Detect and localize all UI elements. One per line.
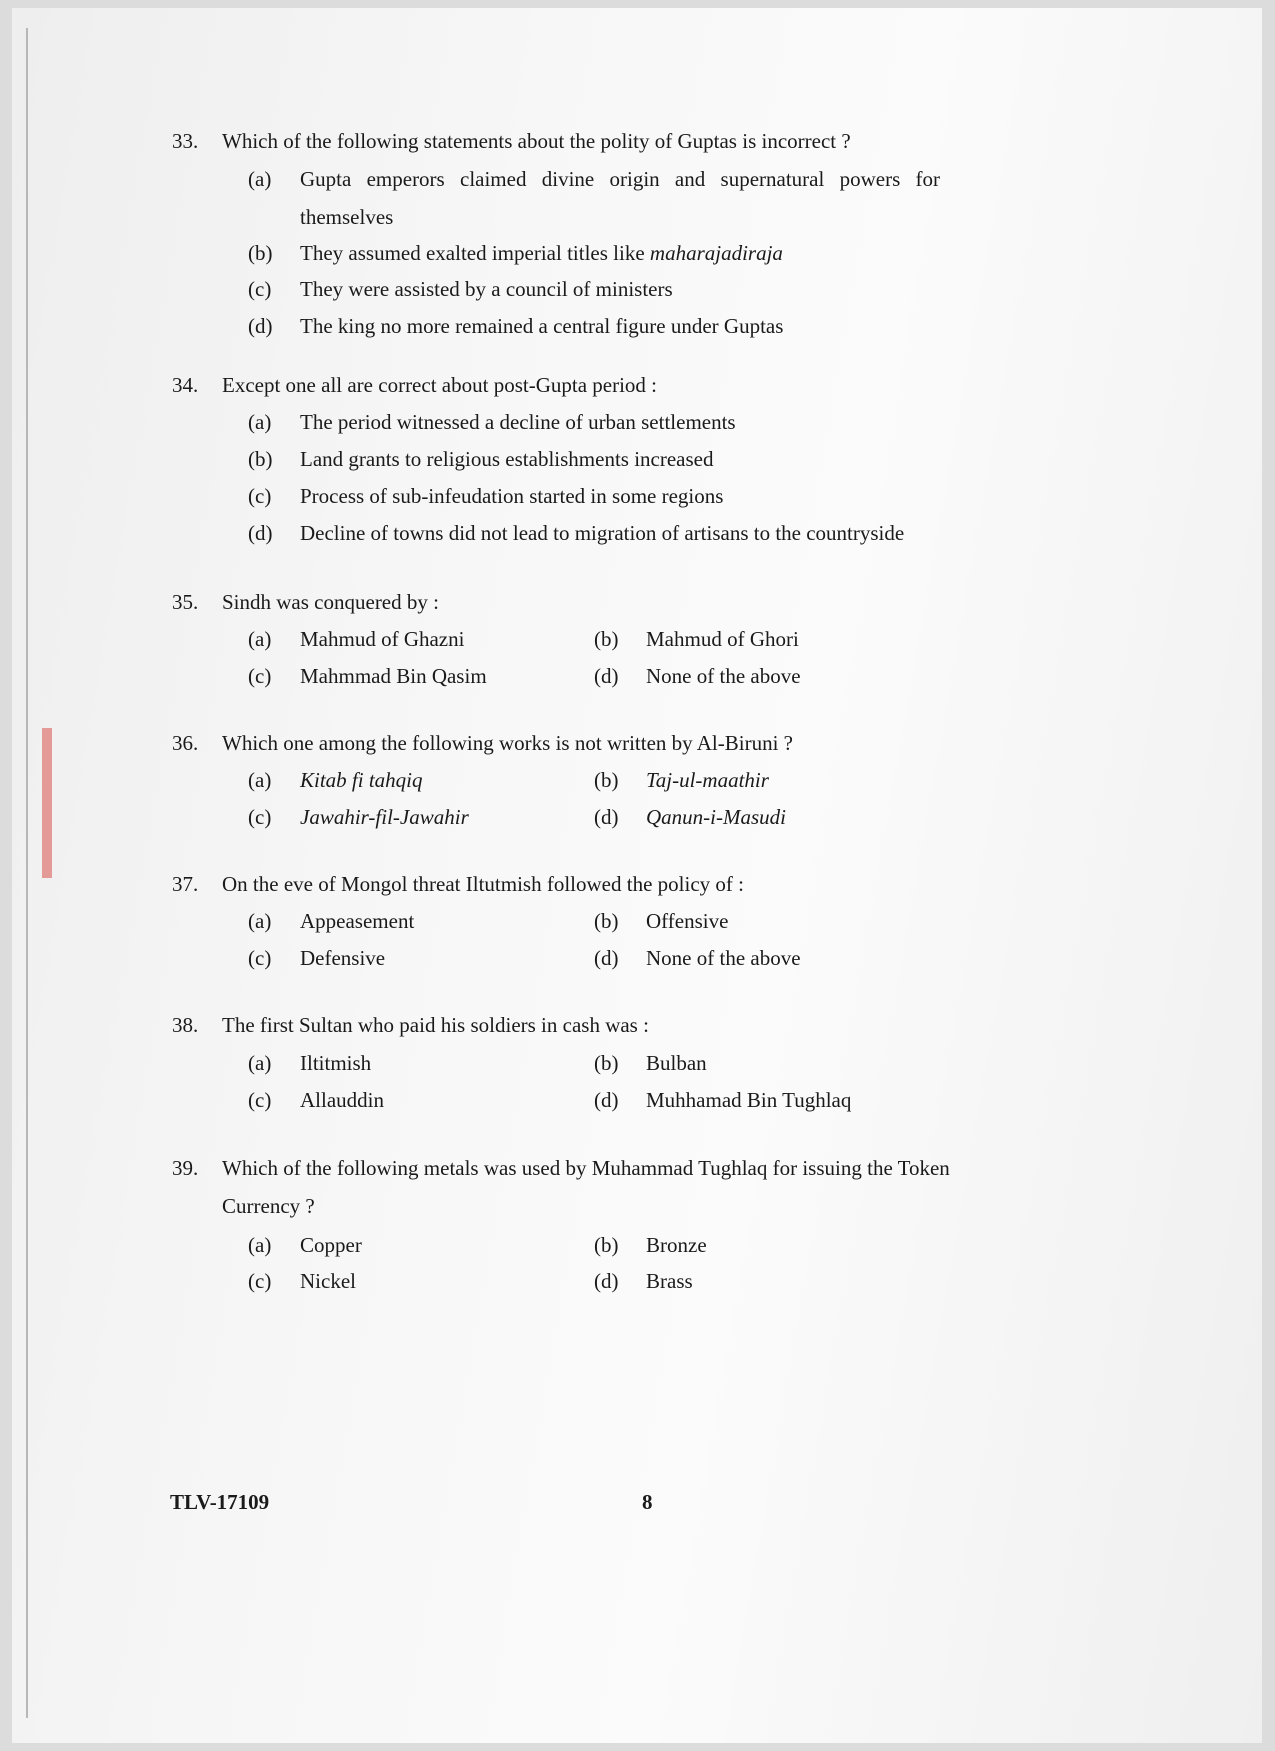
option-text: Mahmud of Ghori xyxy=(646,627,799,651)
option-text: Kitab fi tahqiq xyxy=(300,768,423,792)
option-label: (d) xyxy=(248,314,273,338)
option-text: Decline of towns did not lead to migration of artisans to the countryside xyxy=(300,521,905,545)
question-text: Sindh was conquered by : xyxy=(222,590,439,614)
option-label: (b) xyxy=(248,447,273,471)
option-label: (d) xyxy=(594,805,619,829)
option-text: The king no more remained a central figure under Guptas xyxy=(300,314,784,338)
option-label: (d) xyxy=(594,946,619,970)
option-text: None of the above xyxy=(646,664,801,688)
question-number: 39. xyxy=(172,1156,199,1180)
option-label: (a) xyxy=(248,1051,272,1075)
option-text-italic: maharajadiraja xyxy=(649,241,783,265)
question-number: 34. xyxy=(172,373,199,397)
option-text: Gupta emperors claimed divine origin and supernatural powers for themselves xyxy=(300,167,940,229)
option-label: (c) xyxy=(248,946,272,970)
option-label: (a) xyxy=(248,909,272,933)
option-text: Defensive xyxy=(300,946,386,970)
option-label: (c) xyxy=(248,1088,272,1112)
question-number: 33. xyxy=(172,129,199,153)
option-text: Offensive xyxy=(646,909,729,933)
option-text: Process of sub-infeudation started in some regions xyxy=(300,484,724,508)
option-label: (b) xyxy=(248,241,273,265)
option-label: (b) xyxy=(594,1051,619,1075)
option-text: Brass xyxy=(646,1269,693,1293)
question-text: Which of the following statements about the polity of Guptas is incorrect ? xyxy=(222,129,851,153)
option-text: Muhhamad Bin Tughlaq xyxy=(646,1088,852,1112)
question-text: Which of the following metals was used by Muhammad Tughlaq for issuing the Token xyxy=(222,1156,950,1180)
option-text: Appeasement xyxy=(300,909,415,933)
question-number: 38. xyxy=(172,1013,199,1037)
option-text: Jawahir-fil-Jawahir xyxy=(300,805,469,829)
option-text: They were assisted by a council of ministers xyxy=(300,277,673,301)
option-text: Mahmud of Ghazni xyxy=(300,627,465,651)
exam-page xyxy=(12,8,1262,1743)
option-label: (c) xyxy=(248,277,272,301)
option-text: None of the above xyxy=(646,946,801,970)
option-text: Iltitmish xyxy=(300,1051,372,1075)
option-label: (c) xyxy=(248,484,272,508)
question-number: 36. xyxy=(172,731,199,755)
option-label: (b) xyxy=(594,909,619,933)
question-text: On the eve of Mongol threat Iltutmish followed the policy of : xyxy=(222,872,744,896)
question-text: Which one among the following works is not written by Al-Biruni ? xyxy=(222,731,793,755)
question-text-continued: Currency ? xyxy=(222,1194,315,1218)
option-text: Bulban xyxy=(646,1051,707,1075)
option-label: (d) xyxy=(594,664,619,688)
option-text: Nickel xyxy=(300,1269,356,1293)
footer-code: TLV-17109 xyxy=(170,1490,270,1514)
question-number: 35. xyxy=(172,590,199,614)
option-label: (a) xyxy=(248,410,272,434)
option-label: (b) xyxy=(594,1233,619,1257)
option-text: Taj-ul-maathir xyxy=(646,768,769,792)
page-number: 8 xyxy=(642,1490,653,1514)
option-label: (a) xyxy=(248,1233,272,1257)
option-text: Copper xyxy=(300,1233,362,1257)
option-label: (d) xyxy=(248,521,273,545)
option-text: Land grants to religious establishments increased xyxy=(300,447,714,471)
option-label: (d) xyxy=(594,1269,619,1293)
option-label: (a) xyxy=(248,167,272,191)
option-label: (a) xyxy=(248,627,272,651)
option-text: The period witnessed a decline of urban settlements xyxy=(300,410,736,434)
option-text: They assumed exalted imperial titles like xyxy=(300,241,650,265)
page-edge-shadow xyxy=(26,28,28,1718)
red-margin-mark xyxy=(42,728,52,878)
option-label: (b) xyxy=(594,768,619,792)
question-text: Except one all are correct about post-Gupta period : xyxy=(222,373,657,397)
question-text: The first Sultan who paid his soldiers in cash was : xyxy=(222,1013,649,1037)
option-text: Mahmmad Bin Qasim xyxy=(300,664,487,688)
option-text: Bronze xyxy=(646,1233,707,1257)
option-label: (b) xyxy=(594,627,619,651)
option-label: (c) xyxy=(248,1269,272,1293)
option-label: (c) xyxy=(248,664,272,688)
question-number: 37. xyxy=(172,872,199,896)
option-label: (d) xyxy=(594,1088,619,1112)
option-label: (c) xyxy=(248,805,272,829)
option-text: Qanun-i-Masudi xyxy=(646,805,786,829)
option-label: (a) xyxy=(248,768,272,792)
option-text: Allauddin xyxy=(300,1088,384,1112)
